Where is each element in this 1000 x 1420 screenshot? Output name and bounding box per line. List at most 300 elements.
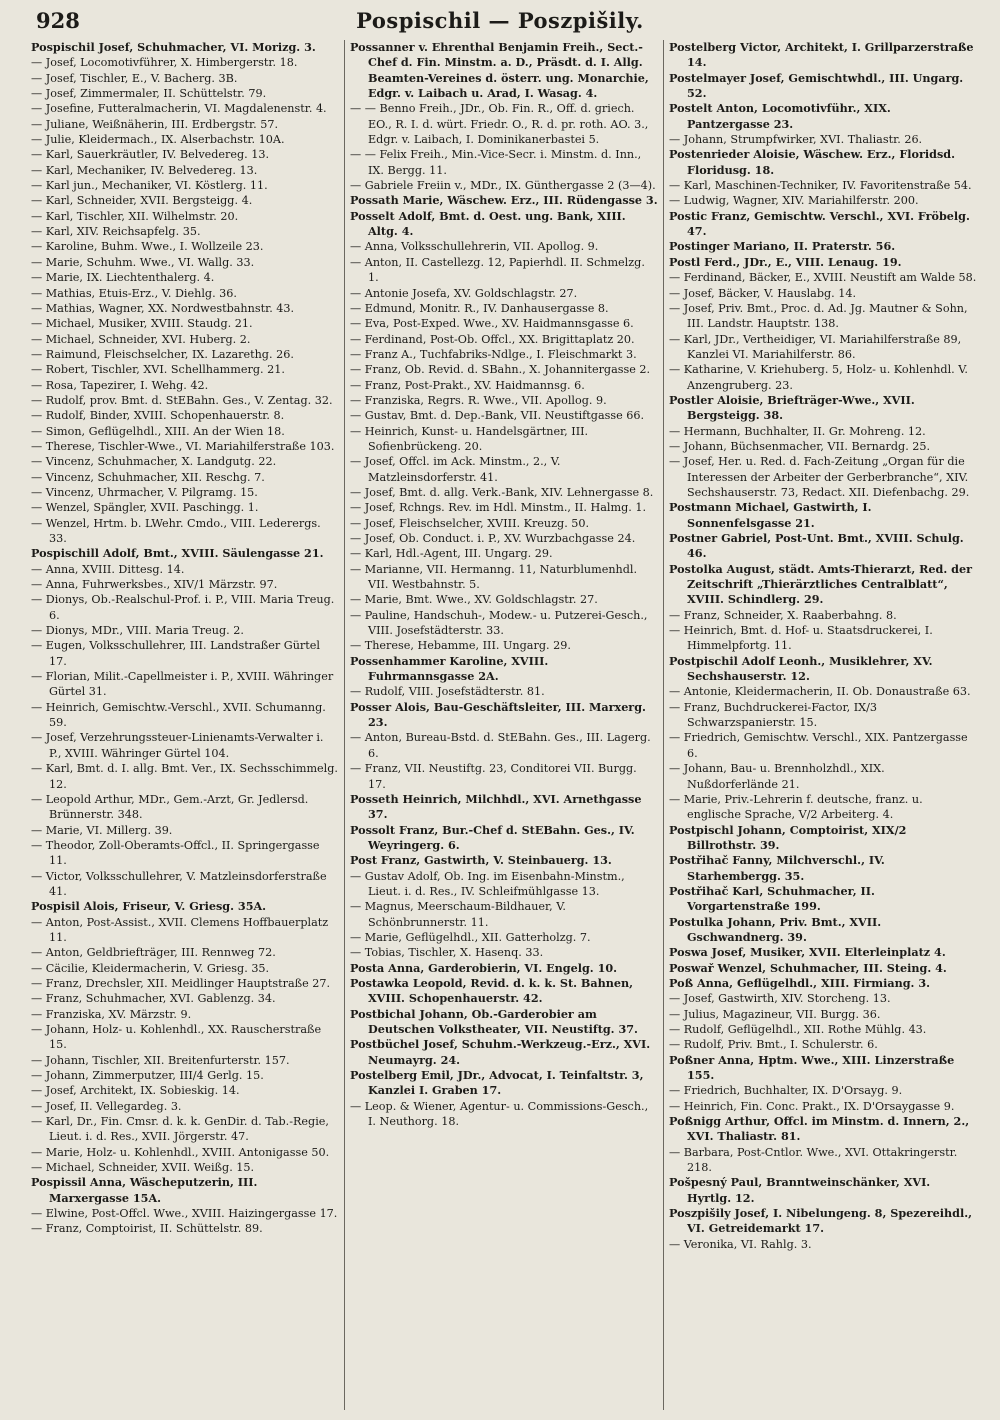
- directory-entry: [31, 991, 339, 1006]
- directory-entry: [669, 1099, 977, 1114]
- directory-entry: [350, 378, 658, 393]
- directory-entry-head: [669, 209, 977, 240]
- directory-entry: [669, 623, 977, 654]
- entry-text: — — Benno Freih., JDr., Ob. Fin. R., Off. d. griech. EO., R. I. d. würt. Friedr. O., R. d. pr. roth. AO. 3., Edgr. v. Laibach, I. Dominikanerbastei 5.: [350, 102, 649, 147]
- directory-entry: [669, 730, 977, 761]
- entry-text: — Franz, VII. Neustiftg. 23, Conditorei VII. Burgg. 17.: [350, 762, 637, 791]
- entry-text: — Anton, Geldbriefträger, III. Rennweg 72.: [31, 946, 276, 960]
- entry-text: Postelberg Emil, JDr., Advocat, I. Teinfaltstr. 3, Kanzlei I. Graben 17.: [350, 1068, 644, 1098]
- directory-entry: [31, 730, 339, 761]
- directory-entry: [31, 86, 339, 101]
- entry-text: — — Felix Freih., Min.-Vice-Secr. i. Minstm. d. Inn., IX. Bergg. 11.: [350, 148, 642, 177]
- directory-entry-head: [669, 823, 977, 854]
- directory-entry: [350, 408, 658, 423]
- directory-entry: [669, 1007, 977, 1022]
- directory-entry: [350, 608, 658, 639]
- directory-entry: [31, 193, 339, 208]
- directory-entry: [31, 961, 339, 976]
- directory-entry: [31, 347, 339, 362]
- entry-text: — Josef, Her. u. Red. d. Fach-Zeitung „Organ für die Interessen der Arbeiter der Gerberbranche“, XIV. Sechshauserstr. 73, Redact. XII. Diefenbachg. 29.: [669, 455, 970, 499]
- entry-text: — Vincenz, Uhrmacher, V. Pilgramg. 15.: [31, 485, 258, 499]
- entry-text: Postic Franz, Gemischtw. Verschl., XVI. Fröbelg. 47.: [669, 208, 970, 239]
- directory-entry-head: [350, 961, 658, 976]
- entry-text: — Karl, Hdl.-Agent, III. Ungarg. 29.: [350, 547, 553, 561]
- directory-entry-head: [669, 101, 977, 132]
- entry-text: — Julius, Magazineur, VII. Burgg. 36.: [669, 1007, 881, 1021]
- entry-text: — Michael, Schneider, XVII. Weißg. 15.: [31, 1161, 255, 1175]
- directory-entry: [31, 132, 339, 147]
- directory-entry: [31, 1221, 339, 1236]
- directory-columns: [26, 40, 982, 1410]
- entry-text: Poszpišily Josef, I. Nibelungeng. 8, Spezereihdl., VI. Getreidemarkt 17.: [669, 1206, 972, 1236]
- entry-text: — Johann, Zimmerputzer, III/4 Gerlg. 15.: [31, 1069, 264, 1083]
- directory-entry: [350, 178, 658, 193]
- entry-text: — Raimund, Fleischselcher, IX. Lazarethg. 26.: [31, 347, 294, 361]
- entry-text: — Johann, Strumpfwirker, XVI. Thaliastr. 26.: [669, 133, 923, 147]
- entry-text: — Josef, II. Vellegardeg. 3.: [31, 1099, 182, 1113]
- directory-entry-head: [350, 976, 658, 1007]
- directory-entry: [350, 332, 658, 347]
- entry-text: — Magnus, Meerschaum-Bildhauer, V. Schönbrunnerstr. 11.: [350, 900, 566, 929]
- entry-text: — Josef, Fleischselcher, XVIII. Kreuzg. 50.: [350, 516, 590, 530]
- directory-entry: [669, 301, 977, 332]
- entry-text: Posta Anna, Garderobierin, VI. Engelg. 10.: [350, 960, 618, 975]
- directory-entry: [31, 1068, 339, 1083]
- entry-text: — Karl jun., Mechaniker, VI. Köstlerg. 11.: [31, 179, 268, 193]
- entry-text: Post Franz, Gastwirth, V. Steinbauerg. 13.: [350, 853, 612, 868]
- directory-entry: [31, 1206, 339, 1221]
- entry-text: Possanner v. Ehrenthal Benjamin Freih., Sect.-Chef d. Fin. Minstm. a. D., Präsdt. d. I. Allg. Beamten-Vereines d. österr. ung. Monarchie, Edgr. v. Laibach u. Arad, I. Wasag. 4.: [350, 40, 649, 101]
- directory-entry-head: [669, 654, 977, 685]
- entry-text: — Barbara, Post-Cntlor. Wwe., XVI. Ottakringerstr. 218.: [669, 1145, 958, 1175]
- directory-entry-head: [31, 40, 339, 55]
- directory-entry: [669, 1237, 977, 1252]
- entry-text: — Antonie Josefa, XV. Goldschlagstr. 27.: [350, 286, 578, 300]
- directory-entry: [31, 669, 339, 700]
- directory-entry: [669, 792, 977, 823]
- entry-text: — Ludwig, Wagner, XIV. Mariahilferstr. 200.: [669, 194, 919, 208]
- directory-entry: [350, 347, 658, 362]
- directory-entry: [669, 1145, 977, 1176]
- directory-entry: [669, 424, 977, 439]
- directory-entry: [31, 592, 339, 623]
- directory-entry-head: [31, 1175, 339, 1206]
- directory-entry: [669, 193, 977, 208]
- entry-text: — Josef, Offcl. im Ack. Minstm., 2., V. Matzleinsdorferstr. 41.: [350, 455, 561, 484]
- directory-entry: [31, 500, 339, 515]
- directory-entry: [31, 178, 339, 193]
- entry-text: Pospissil Anna, Wäscheputzerin, III. Marxergasse 15A.: [31, 1175, 258, 1205]
- directory-entry-head: [350, 853, 658, 868]
- directory-entry: [31, 1053, 339, 1068]
- directory-entry: [350, 316, 658, 331]
- directory-entry: [31, 638, 339, 669]
- entry-text: Postelt Anton, Locomotivführ., XIX. Pantzergasse 23.: [669, 101, 891, 131]
- entry-text: — Franziska, XV. Märzstr. 9.: [31, 1007, 192, 1021]
- entry-text: — Josef, Tischler, E., V. Bacherg. 3B.: [31, 71, 238, 85]
- entry-text: — Franz, Schuhmacher, XVI. Gablenzg. 34.: [31, 992, 276, 1006]
- directory-entry-head: [350, 1037, 658, 1068]
- entry-text: — Mathias, Wagner, XX. Nordwestbahnstr. 43.: [31, 301, 295, 315]
- entry-text: — Josef, Gastwirth, XIV. Storcheng. 13.: [669, 992, 891, 1006]
- page-header: [26, 6, 974, 36]
- directory-entry: [350, 869, 658, 900]
- entry-text: — Rosa, Tapezirer, I. Wehg. 42.: [31, 378, 209, 392]
- directory-entry: [31, 454, 339, 469]
- entry-text: — Gustav, Bmt. d. Dep.-Bank, VII. Neustiftgasse 66.: [350, 409, 645, 423]
- running-title: Pospischil — Poszpišily.: [356, 8, 644, 33]
- entry-text: — Eugen, Volksschullehrer, III. Landstraßer Gürtel 17.: [31, 639, 320, 668]
- directory-entry: [31, 224, 339, 239]
- directory-entry: [669, 439, 977, 454]
- directory-entry: [350, 638, 658, 653]
- entry-text: — Marianne, VII. Hermanng. 11, Naturblumenhdl. VII. Westbahnstr. 5.: [350, 562, 638, 592]
- entry-text: — Heinrich, Fin. Conc. Prakt., IX. D'Orsaygasse 9.: [669, 1099, 955, 1113]
- entry-text: Posselt Adolf, Bmt. d. Oest. ung. Bank, XIII. Altg. 4.: [350, 208, 626, 239]
- entry-text: — Marie, VI. Millerg. 39.: [31, 823, 173, 837]
- directory-entry: [669, 1037, 977, 1052]
- directory-entry: [31, 1160, 339, 1175]
- directory-entry: [669, 684, 977, 699]
- entry-text: — Anton, II. Castellezg. 12, Papierhdl. II. Schmelzg. 1.: [350, 255, 645, 285]
- directory-entry: [31, 71, 339, 86]
- entry-text: — Heinrich, Kunst- u. Handelsgärtner, III. Sofienbrückeng. 20.: [350, 424, 589, 453]
- directory-entry: [350, 393, 658, 408]
- entry-text: — Wenzel, Spängler, XVII. Paschingg. 1.: [31, 501, 259, 515]
- directory-entry: [669, 991, 977, 1006]
- entry-text: Pospischil Josef, Schuhmacher, VI. Morizg. 3.: [31, 40, 316, 54]
- directory-entry: [350, 485, 658, 500]
- directory-entry-head: [350, 1068, 658, 1099]
- entry-text: — Dionys, Ob.-Realschul-Prof. i. P., VIII. Maria Treug. 6.: [31, 593, 335, 622]
- entry-text: — Edmund, Monitr. R., IV. Danhausergasse 8.: [350, 301, 609, 315]
- directory-entry: [31, 209, 339, 224]
- directory-entry: [669, 270, 977, 285]
- directory-entry: [669, 761, 977, 792]
- directory-entry: [350, 239, 658, 254]
- entry-text: — Juliane, Weißnäherin, III. Erdbergstr. 57.: [31, 117, 278, 131]
- entry-text: Poßner Anna, Hptm. Wwe., XIII. Linzerstraße 155.: [669, 1052, 955, 1083]
- entry-text: Postelberg Victor, Architekt, I. Grillparzerstraße 14.: [669, 40, 974, 70]
- entry-text: — Franz, Buchdruckerei-Factor, IX/3 Schwarzspanierstr. 15.: [669, 700, 878, 730]
- entry-text: — Robert, Tischler, XVI. Schellhammerg. 21.: [31, 363, 285, 377]
- column-left: [26, 40, 344, 1410]
- entry-text: — Gustav Adolf, Ob. Ing. im Eisenbahn-Minstm., Lieut. i. d. Res., IV. Schleifmühlgasse 13.: [350, 869, 625, 898]
- directory-entry: [31, 408, 339, 423]
- directory-entry: [31, 1007, 339, 1022]
- directory-entry-head: [31, 546, 339, 561]
- directory-entry: [350, 516, 658, 531]
- entry-text: — Josef, Verzehrungssteuer-Linienamts-Verwalter i. P., XVIII. Währinger Gürtel 104.: [31, 731, 324, 760]
- directory-entry-head: [669, 853, 977, 884]
- directory-entry: [31, 163, 339, 178]
- directory-entry: [669, 286, 977, 301]
- entry-text: — Michael, Schneider, XVI. Huberg. 2.: [31, 332, 251, 346]
- directory-entry-head: [669, 147, 977, 178]
- directory-entry-head: [669, 945, 977, 960]
- entry-text: — Gabriele Freiin v., MDr., IX. Günthergasse 2 (3—4).: [350, 179, 656, 193]
- directory-entry: [31, 470, 339, 485]
- entry-text: — Franz, Drechsler, XII. Meidlinger Hauptstraße 27.: [31, 976, 331, 990]
- directory-entry: [350, 301, 658, 316]
- entry-text: — Mathias, Etuis-Erz., V. Diehlg. 36.: [31, 286, 237, 300]
- entry-text: — Karl, Sauerkräutler, IV. Belvedereg. 13.: [31, 148, 270, 162]
- directory-entry: [669, 362, 977, 393]
- directory-entry: [31, 485, 339, 500]
- directory-entry: [31, 945, 339, 960]
- entry-text: — Ferdinand, Bäcker, E., XVIII. Neustift am Walde 58.: [669, 271, 977, 285]
- entry-text: Possath Marie, Wäschew. Erz., III. Rüdengasse 3.: [350, 193, 658, 208]
- entry-text: — Wenzel, Hrtm. b. LWehr. Cmdo., VIII. Lederergs. 33.: [31, 516, 321, 545]
- entry-text: — Josef, Ob. Conduct. i. P., XV. Wurzbachgasse 24.: [350, 532, 636, 545]
- directory-entry: [31, 147, 339, 162]
- directory-entry-head: [669, 1053, 977, 1084]
- directory-entry-head: [669, 255, 977, 270]
- entry-text: — Antonie, Kleidermacherin, II. Ob. Donaustraße 63.: [669, 685, 971, 699]
- entry-text: — Simon, Geflügelhdl., XIII. An der Wien 18.: [31, 424, 285, 438]
- entry-text: — Karl, Maschinen-Techniker, IV. Favoritenstraße 54.: [669, 179, 972, 193]
- entry-text: — Rudolf, Geflügelhdl., XII. Rothe Mühlg. 43.: [669, 1023, 927, 1036]
- entry-text: Posser Alois, Bau-Geschäftsleiter, III. Marxerg. 23.: [350, 699, 646, 730]
- directory-entry: [31, 332, 339, 347]
- entry-text: — Karl, Dr., Fin. Cmsr. d. k. k. GenDir. d. Tab.-Regie, Lieut. i. d. Res., XVII. Jörgerstr. 47.: [31, 1115, 329, 1144]
- entry-text: — Johann, Tischler, XII. Breitenfurterstr. 157.: [31, 1053, 290, 1067]
- directory-entry: [31, 424, 339, 439]
- directory-entry: [669, 132, 977, 147]
- entry-text: — Tobias, Tischler, X. Hasenq. 33.: [350, 946, 544, 960]
- directory-entry: [350, 546, 658, 561]
- directory-entry: [350, 454, 658, 485]
- directory-entry: [350, 761, 658, 792]
- directory-entry: [31, 286, 339, 301]
- directory-entry: [350, 562, 658, 593]
- entry-text: — Franz, Ob. Revid. d. SBahn., X. Johannitergasse 2.: [350, 363, 651, 377]
- directory-entry: [350, 930, 658, 945]
- entry-text: — Heinrich, Bmt. d. Hof- u. Staatsdruckerei, I. Himmelpfortg. 11.: [669, 624, 933, 653]
- directory-entry: [31, 362, 339, 377]
- directory-entry: [350, 101, 658, 147]
- directory-entry: [350, 730, 658, 761]
- directory-entry-head: [350, 209, 658, 240]
- directory-entry: [350, 1099, 658, 1130]
- entry-text: Postbüchel Josef, Schuhm.-Werkzeug.-Erz., XVI. Neumayrg. 24.: [350, 1037, 651, 1067]
- entry-text: — Victor, Volksschullehrer, V. Matzleinsdorferstraße 41.: [31, 869, 327, 898]
- entry-text: — Elwine, Post-Offcl. Wwe., XVIII. Haizingergasse 17.: [31, 1207, 338, 1221]
- entry-text: — Eva, Post-Exped. Wwe., XV. Haidmannsgasse 6.: [350, 317, 634, 331]
- directory-entry: [350, 147, 658, 178]
- directory-entry: [31, 255, 339, 270]
- directory-entry-head: [350, 700, 658, 731]
- entry-text: — Julie, Kleidermach., IX. Alserbachstr. 10A.: [31, 133, 285, 147]
- entry-text: Postinger Mariano, II. Praterstr. 56.: [669, 239, 896, 254]
- directory-entry: [31, 623, 339, 638]
- entry-text: — Vincenz, Schuhmacher, X. Landgutg. 22.: [31, 455, 277, 469]
- directory-entry: [31, 562, 339, 577]
- directory-entry: [31, 270, 339, 285]
- directory-entry-head: [669, 915, 977, 946]
- entry-text: Postolka August, städt. Amts-Thierarzt, Red. der Zeitschrift „Thierärztliches Centralblatt“, XVIII. Schindlerg. 29.: [669, 561, 972, 607]
- entry-text: — Karl, Bmt. d. I. allg. Bmt. Ver., IX. Sechsschimmelg. 12.: [31, 762, 338, 791]
- directory-entry: [31, 239, 339, 254]
- directory-entry: [31, 700, 339, 731]
- directory-entry-head: [669, 976, 977, 991]
- entry-text: Postler Aloisie, Briefträger-Wwe., XVII. Bergsteigg. 38.: [669, 392, 915, 423]
- entry-text: Postelmayer Josef, Gemischtwhdl., III. Ungarg. 52.: [669, 70, 964, 101]
- entry-text: — Johann, Büchsenmacher, VII. Bernardg. 25.: [669, 439, 931, 453]
- directory-entry: [31, 823, 339, 838]
- entry-text: — Karoline, Buhm. Wwe., I. Wollzeile 23.: [31, 240, 264, 254]
- directory-entry-head: [350, 654, 658, 685]
- directory-entry-head: [669, 1175, 977, 1206]
- directory-entry: [31, 792, 339, 823]
- directory-entry: [31, 761, 339, 792]
- directory-entry-head: [350, 792, 658, 823]
- directory-entry: [31, 1145, 339, 1160]
- entry-text: Postpischil Adolf Leonh., Musiklehrer, XV. Sechshauserstr. 12.: [669, 653, 933, 684]
- directory-entry-head: [31, 899, 339, 914]
- column-right: [663, 40, 982, 1410]
- entry-text: Postner Gabriel, Post-Unt. Bmt., XVIII. Schulg. 46.: [669, 531, 964, 561]
- directory-entry: [31, 439, 339, 454]
- directory-entry: [31, 1083, 339, 1098]
- entry-text: — Hermann, Buchhalter, II. Gr. Mohreng. 12.: [669, 424, 926, 438]
- directory-entry: [31, 1099, 339, 1114]
- directory-entry: [31, 393, 339, 408]
- entry-text: — Josef, Locomotivführer, X. Himbergerstr. 18.: [31, 56, 298, 70]
- page-number: 928: [36, 8, 80, 33]
- directory-entry: [31, 976, 339, 991]
- entry-text: Possolt Franz, Bur.-Chef d. StEBahn. Ges., IV. Weyringerg. 6.: [350, 822, 635, 852]
- entry-text: Postpischl Johann, Comptoirist, XIX/2 Billrothstr. 39.: [669, 822, 907, 852]
- entry-text: — Heinrich, Gemischtw.-Verschl., XVII. Schumanng. 59.: [31, 700, 326, 730]
- entry-text: — Friedrich, Buchhalter, IX. D'Orsayg. 9.: [669, 1084, 903, 1098]
- directory-entry: [350, 899, 658, 930]
- directory-entry: [669, 332, 977, 363]
- directory-entry: [31, 1022, 339, 1053]
- entry-text: — Karl, Tischler, XII. Wilhelmstr. 20.: [31, 209, 239, 223]
- entry-text: — Marie, Priv.-Lehrerin f. deutsche, franz. u. englische Sprache, V/2 Arbeiterg. 4.: [669, 792, 923, 822]
- entry-text: — Karl, JDr., Vertheidiger, VI. Mariahilferstraße 89, Kanzlei VI. Mariahilferstr. 86.: [669, 332, 962, 361]
- directory-entry-head: [669, 884, 977, 915]
- entry-text: — Michael, Musiker, XVIII. Staudg. 21.: [31, 317, 253, 331]
- entry-text: — Leop. & Wiener, Agentur- u. Commissions-Gesch., I. Neuthorg. 18.: [350, 1099, 649, 1129]
- directory-entry: [31, 101, 339, 116]
- directory-entry-head: [669, 1114, 977, 1145]
- directory-entry: [350, 945, 658, 960]
- entry-text: — Franziska, Regrs. R. Wwe., VII. Apollog. 9.: [350, 393, 607, 407]
- entry-text: — Ferdinand, Post-Ob. Offcl., XX. Brigittaplatz 20.: [350, 332, 635, 346]
- entry-text: — Pauline, Handschuh-, Modew.- u. Putzerei-Gesch., VIII. Josefstädterstr. 33.: [350, 608, 648, 638]
- entry-text: — Karl, Mechaniker, IV. Belvedereg. 13.: [31, 163, 258, 177]
- directory-entry: [31, 577, 339, 592]
- directory-entry-head: [669, 562, 977, 608]
- entry-text: — Josef, Bäcker, V. Hauslabg. 14.: [669, 286, 857, 300]
- directory-entry: [31, 378, 339, 393]
- directory-entry: [31, 915, 339, 946]
- directory-entry-head: [669, 71, 977, 102]
- directory-entry: [31, 301, 339, 316]
- column-middle: [344, 40, 663, 1410]
- entry-text: Postřihač Karl, Schuhmacher, II. Vorgartenstraße 199.: [669, 883, 875, 914]
- directory-entry: [669, 1083, 977, 1098]
- entry-text: — Anna, Volksschullehrerin, VII. Apollog. 9.: [350, 240, 599, 254]
- directory-entry-head: [350, 1007, 658, 1038]
- entry-text: — Anna, XVIII. Dittesg. 14.: [31, 562, 185, 576]
- directory-entry-head: [350, 40, 658, 101]
- entry-text: — Rudolf, VIII. Josefstädterstr. 81.: [350, 685, 545, 699]
- directory-entry: [669, 1022, 977, 1037]
- directory-entry-head: [350, 193, 658, 208]
- directory-entry: [31, 516, 339, 547]
- entry-text: — Anton, Bureau-Bstd. d. StEBahn. Ges., III. Lagerg. 6.: [350, 731, 651, 760]
- entry-text: — Katharine, V. Kriehuberg. 5, Holz- u. Kohlenhdl. V. Anzengruberg. 23.: [669, 363, 968, 392]
- entry-text: Postbichal Johann, Ob.-Garderobier am Deutschen Volkstheater, VII. Neustiftg. 37.: [350, 1006, 638, 1036]
- directory-entry-head: [669, 239, 977, 254]
- entry-text: — Leopold Arthur, MDr., Gem.-Arzt, Gr. Jedlersd. Brünnerstr. 348.: [31, 792, 309, 822]
- directory-entry-head: [669, 40, 977, 71]
- entry-text: — Josef, Architekt, IX. Sobieskig. 14.: [31, 1084, 240, 1098]
- entry-text: Postmann Michael, Gastwirth, I. Sonnenfelsgasse 21.: [669, 500, 872, 530]
- entry-text: — Johann, Holz- u. Kohlenhdl., XX. Rauscherstraße 15.: [31, 1023, 322, 1052]
- directory-entry: [31, 838, 339, 869]
- directory-entry: [350, 286, 658, 301]
- entry-text: — Josef, Bmt. d. allg. Verk.-Bank, XIV. Lehnergasse 8.: [350, 485, 654, 499]
- directory-entry: [350, 531, 658, 546]
- entry-text: — Marie, Holz- u. Kohlenhdl., XVIII. Antonigasse 50.: [31, 1145, 330, 1159]
- entry-text: — Josefine, Futteralmacherin, VI. Magdalenenstr. 4.: [31, 102, 327, 116]
- entry-text: Poßnigg Arthur, Offcl. im Minstm. d. Innern, 2., XVI. Thaliastr. 81.: [669, 1114, 970, 1144]
- entry-text: — Marie, Bmt. Wwe., XV. Goldschlagstr. 27.: [350, 593, 598, 607]
- directory-entry: [31, 55, 339, 70]
- entry-text: — Marie, Schuhm. Wwe., VI. Wallg. 33.: [31, 255, 255, 269]
- directory-entry-head: [669, 961, 977, 976]
- entry-text: — Karl, XIV. Reichsapfelg. 35.: [31, 225, 201, 239]
- directory-entry: [350, 500, 658, 515]
- entry-text: — Franz, Schneider, X. Raaberbahng. 8.: [669, 608, 897, 622]
- entry-text: Pošpesný Paul, Branntweinschänker, XVI. Hyrtlg. 12.: [669, 1175, 931, 1205]
- entry-text: — Rudolf, prov. Bmt. d. StEBahn. Ges., V. Zentag. 32.: [31, 393, 333, 407]
- directory-entry: [31, 316, 339, 331]
- entry-text: — Dionys, MDr., VIII. Maria Treug. 2.: [31, 624, 244, 638]
- entry-text: — Florian, Milit.-Capellmeister i. P., XVIII. Währinger Gürtel 31.: [31, 670, 334, 699]
- entry-text: Postl Ferd., JDr., E., VIII. Lenaug. 19.: [669, 254, 902, 269]
- entry-text: Poß Anna, Geflügelhdl., XIII. Firmiang. 3.: [669, 975, 930, 990]
- entry-text: Pospisil Alois, Friseur, V. Griesg. 35A.: [31, 899, 267, 914]
- entry-text: — Marie, IX. Liechtenthalerg. 4.: [31, 271, 215, 285]
- directory-entry-head: [350, 823, 658, 854]
- entry-text: Posseth Heinrich, Milchhdl., XVI. Arnethgasse 37.: [350, 791, 642, 822]
- directory-entry: [31, 1114, 339, 1145]
- directory-entry: [31, 869, 339, 900]
- directory-entry-head: [669, 500, 977, 531]
- entry-text: — Josef, Priv. Bmt., Proc. d. Ad. Jg. Mautner & Sohn, III. Landstr. Hauptstr. 138.: [669, 301, 968, 331]
- entry-text: — Marie, Geflügelhdl., XII. Gatterholzg. 7.: [350, 930, 591, 944]
- entry-text: Possenhammer Karoline, XVIII. Fuhrmannsgasse 2A.: [350, 653, 549, 684]
- directory-entry: [669, 608, 977, 623]
- directory-entry-head: [669, 1206, 977, 1237]
- directory-entry-head: [669, 531, 977, 562]
- entry-text: — Rudolf, Priv. Bmt., I. Schulerstr. 6.: [669, 1038, 878, 1052]
- entry-text: — Josef, Rchngs. Rev. im Hdl. Minstm., II. Halmg. 1.: [350, 501, 647, 515]
- entry-text: — Franz, Post-Prakt., XV. Haidmannsg. 6.: [350, 378, 585, 392]
- entry-text: — Franz A., Tuchfabriks-Ndlge., I. Fleischmarkt 3.: [350, 347, 637, 361]
- entry-text: — Friedrich, Gemischtw. Verschl., XIX. Pantzergasse 6.: [669, 731, 968, 760]
- directory-entry: [350, 255, 658, 286]
- entry-text: — Johann, Bau- u. Brennholzhdl., XIX. Nußdorferlände 21.: [669, 762, 885, 791]
- entry-text: Pospischill Adolf, Bmt., XVIII. Säulengasse 21.: [31, 546, 324, 561]
- entry-text: — Therese, Hebamme, III. Ungarg. 29.: [350, 639, 571, 653]
- entry-text: Poswa Josef, Musiker, XVII. Elterleinplatz 4.: [669, 945, 946, 960]
